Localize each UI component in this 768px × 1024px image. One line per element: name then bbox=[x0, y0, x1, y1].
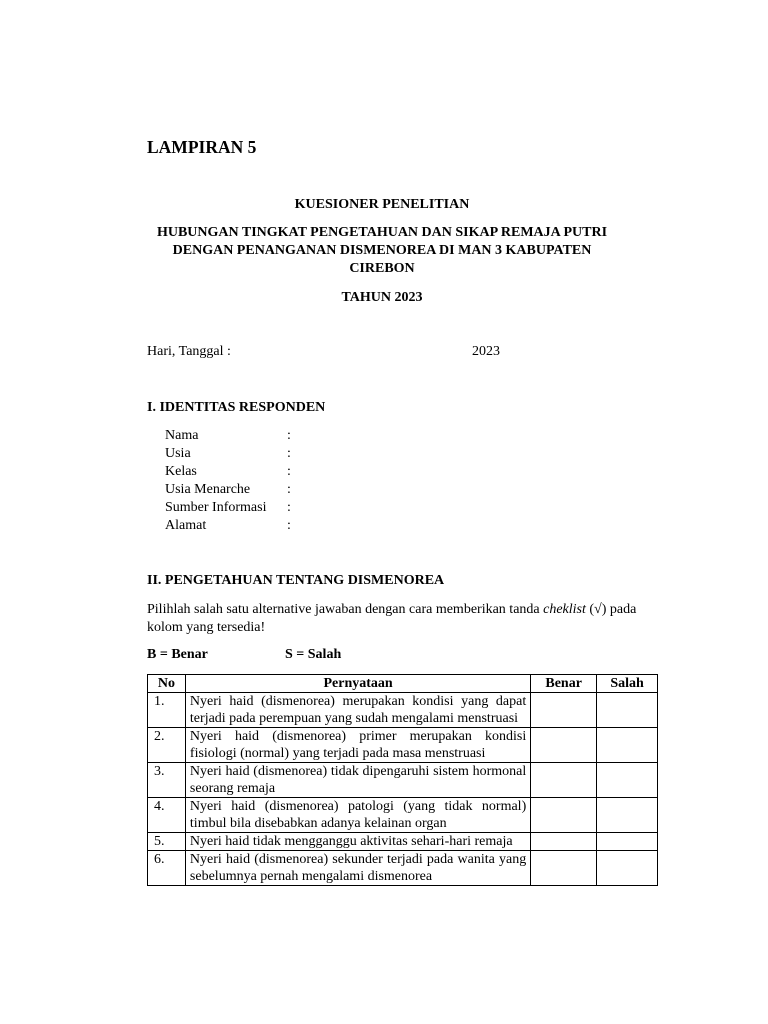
field-separator: : bbox=[287, 482, 291, 497]
salah-cell[interactable] bbox=[597, 851, 658, 886]
row-number: 6. bbox=[148, 851, 186, 886]
row-statement: Nyeri haid (dismenorea) merupakan kondisi yang dapat terjadi pada perempuan yang sudah mengalami menstruasi bbox=[185, 693, 530, 728]
questionnaire-table bbox=[147, 674, 658, 886]
answer-legend bbox=[147, 647, 341, 663]
field-separator: : bbox=[287, 500, 291, 515]
field-address bbox=[165, 517, 291, 535]
row-statement: Nyeri haid (dismenorea) primer merupakan kondisi fisiologi (normal) yang terjadi pada masa menstruasi bbox=[185, 728, 530, 763]
benar-cell[interactable] bbox=[531, 763, 597, 798]
instructions-part-b: (√) pada kolom yang tersedia! bbox=[147, 602, 637, 635]
row-statement: Nyeri haid (dismenorea) sekunder terjadi pada wanita yang sebelumnya pernah mengalami dismenorea bbox=[185, 851, 530, 886]
field-separator: : bbox=[287, 518, 291, 533]
field-separator: : bbox=[287, 446, 291, 461]
row-number: 5. bbox=[148, 833, 186, 851]
section-identity-heading: I. IDENTITAS RESPONDEN bbox=[147, 400, 326, 415]
salah-cell[interactable] bbox=[597, 728, 658, 763]
research-title-line-1: HUBUNGAN TINGKAT PENGETAHUAN DAN SIKAP REMAJA PUTRI bbox=[156, 225, 608, 240]
year-title: TAHUN 2023 bbox=[341, 290, 423, 305]
benar-cell[interactable] bbox=[531, 728, 597, 763]
identity-fields bbox=[165, 427, 291, 535]
header-benar: Benar bbox=[531, 675, 597, 693]
date-year: 2023 bbox=[472, 344, 500, 359]
benar-cell[interactable] bbox=[531, 833, 597, 851]
field-age bbox=[165, 445, 291, 463]
benar-cell[interactable] bbox=[531, 693, 597, 728]
table-row bbox=[148, 763, 658, 798]
benar-cell[interactable] bbox=[531, 798, 597, 833]
row-number: 2. bbox=[148, 728, 186, 763]
row-number: 3. bbox=[148, 763, 186, 798]
research-title bbox=[140, 224, 624, 278]
field-menarche-age bbox=[165, 481, 291, 499]
instructions bbox=[147, 601, 659, 637]
field-label: Nama bbox=[165, 428, 199, 443]
salah-cell[interactable] bbox=[597, 763, 658, 798]
row-statement: Nyeri haid (dismenorea) tidak dipengaruhi sistem hormonal seorang remaja bbox=[185, 763, 530, 798]
questionnaire-title: KUESIONER PENELITIAN bbox=[294, 197, 470, 212]
field-class bbox=[165, 463, 291, 481]
salah-cell[interactable] bbox=[597, 798, 658, 833]
field-label: Usia Menarche bbox=[165, 482, 251, 497]
appendix-label: LAMPIRAN 5 bbox=[147, 137, 257, 157]
table-row bbox=[148, 728, 658, 763]
header-statement: Pernyataan bbox=[185, 675, 530, 693]
row-statement: Nyeri haid (dismenorea) patologi (yang tidak normal) timbul bila disebabkan adanya kelainan organ bbox=[185, 798, 530, 833]
header-no: No bbox=[148, 675, 186, 693]
research-title-line-2: DENGAN PENANGANAN DISMENOREA DI MAN 3 KABUPATEN bbox=[172, 243, 592, 258]
table-row bbox=[148, 833, 658, 851]
field-label: Usia bbox=[165, 446, 191, 461]
date-label: Hari, Tanggal : bbox=[147, 344, 231, 359]
salah-cell[interactable] bbox=[597, 833, 658, 851]
table-row bbox=[148, 693, 658, 728]
instructions-part-a: Pilihlah salah satu alternative jawaban dengan cara memberikan tanda bbox=[147, 602, 544, 617]
field-label: Kelas bbox=[165, 464, 197, 479]
instructions-italic: cheklist bbox=[543, 602, 586, 617]
field-separator: : bbox=[287, 464, 291, 479]
row-number: 4. bbox=[148, 798, 186, 833]
benar-cell[interactable] bbox=[531, 851, 597, 886]
research-title-line-3: CIREBON bbox=[349, 261, 415, 276]
row-statement: Nyeri haid tidak mengganggu aktivitas sehari-hari remaja bbox=[185, 833, 530, 851]
section-knowledge-heading: II. PENGETAHUAN TENTANG DISMENOREA bbox=[147, 573, 445, 588]
table-row bbox=[148, 851, 658, 886]
row-number: 1. bbox=[148, 693, 186, 728]
legend-salah: S = Salah bbox=[285, 647, 342, 662]
table-row bbox=[148, 798, 658, 833]
table-header-row bbox=[148, 675, 658, 693]
legend-benar: B = Benar bbox=[147, 647, 208, 662]
field-label: Alamat bbox=[165, 518, 207, 533]
field-name bbox=[165, 427, 291, 445]
salah-cell[interactable] bbox=[597, 693, 658, 728]
field-separator: : bbox=[287, 428, 291, 443]
field-info-source bbox=[165, 499, 291, 517]
header-salah: Salah bbox=[597, 675, 658, 693]
field-label: Sumber Informasi bbox=[165, 500, 267, 515]
